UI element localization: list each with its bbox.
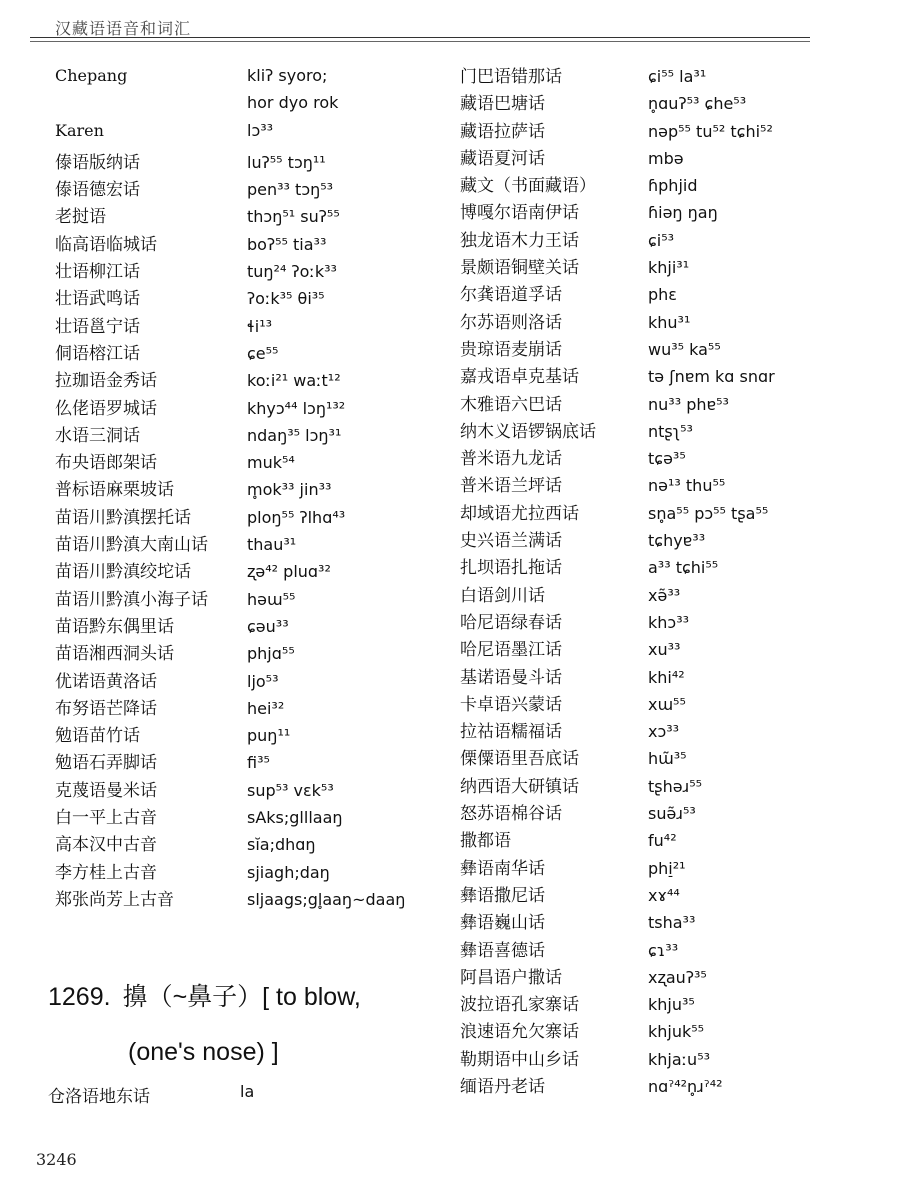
lexicon-row [55, 230, 415, 257]
lexicon-row [460, 117, 890, 144]
word-form: phjɑ⁵⁵ [247, 644, 295, 664]
language-name: 彝语巍山话 [460, 913, 545, 934]
word-form: hɯ̃³⁵ [648, 749, 687, 769]
lexicon-row [55, 530, 415, 557]
language-name: 木雅语六巴话 [460, 394, 562, 415]
lexicon-row [55, 148, 415, 175]
lexicon-row [460, 144, 890, 171]
word-form: ɕe⁵⁵ [247, 343, 279, 363]
word-form: khyɔ⁴⁴ lɔŋ¹³² [247, 398, 346, 418]
entry-first-form: la [240, 1082, 255, 1101]
lexicon-row [55, 748, 415, 775]
word-form: boʔ⁵⁵ tia³³ [247, 234, 327, 254]
language-name: 侗语榕江话 [55, 343, 140, 364]
word-form: kliʔ syoro; [247, 66, 328, 85]
entry-headword: 擤（~鼻子）[ to blow, [122, 983, 361, 1011]
language-name: 普米语九龙话 [460, 449, 562, 470]
language-name: 苗语川黔滇小海子话 [55, 589, 208, 610]
entry-first-lang: 仓洛语地东话 [48, 1087, 150, 1107]
language-name: 优诺语黄洛话 [55, 671, 157, 692]
language-name: 嘉戎语卓克基话 [460, 367, 579, 388]
word-form: tɕə³⁵ [648, 449, 686, 469]
word-form: m̥ok³³ jin³³ [247, 480, 332, 500]
lexicon-row [460, 826, 890, 853]
lexicon-row [55, 121, 415, 148]
lexicon-row [460, 717, 890, 744]
language-name: 苗语川黔滇绞坨话 [55, 562, 191, 583]
lexicon-row [55, 339, 415, 366]
lexicon-row [460, 253, 890, 280]
lexicon-row [55, 667, 415, 694]
lexicon-row [55, 503, 415, 530]
language-name: 哈尼语绿春话 [460, 612, 562, 633]
language-name: 卡卓语兴蒙话 [460, 694, 562, 715]
language-name: 勉语苗竹话 [55, 726, 140, 747]
word-form: nə¹³ thu⁵⁵ [648, 476, 726, 496]
language-name: 哈尼语墨江话 [460, 640, 562, 661]
language-name: 独龙语木力王话 [460, 230, 579, 251]
language-name: 李方桂上古音 [55, 862, 157, 883]
language-name: 普米语兰坪话 [460, 476, 562, 497]
word-form: xɯ⁵⁵ [648, 694, 686, 714]
lexicon-row [460, 417, 890, 444]
lexicon-row [460, 1045, 890, 1072]
word-form: sn̥a⁵⁵ pɔ⁵⁵ tʂa⁵⁵ [648, 503, 769, 523]
language-name: 纳西语大研镇话 [460, 776, 579, 797]
lexicon-row [55, 885, 415, 912]
word-form: thau³¹ [247, 535, 297, 555]
word-form: ɕɿ³³ [648, 940, 679, 960]
language-name: 临高语临城话 [55, 234, 157, 255]
language-name: 尔龚语道孚话 [460, 285, 562, 306]
word-form: fu⁴² [648, 831, 677, 851]
lexicon-row [460, 308, 890, 335]
lexicon-row [460, 908, 890, 935]
language-name: 藏语夏河话 [460, 148, 545, 169]
language-name: 波拉语孔家寨话 [460, 995, 579, 1016]
language-name: 扎坝语扎拖话 [460, 558, 562, 579]
word-form: ɬi¹³ [247, 316, 273, 336]
lexicon-row [460, 799, 890, 826]
word-form: sjiagh;daŋ [247, 862, 330, 882]
language-name: 苗语川黔滇摆托话 [55, 507, 191, 528]
word-form: khju³⁵ [648, 995, 695, 1015]
word-form: tʂhəɹ⁵⁵ [648, 776, 703, 796]
language-name: 勉语石弄脚话 [55, 753, 157, 774]
lexicon-row [55, 776, 415, 803]
page-number: 3246 [36, 1150, 77, 1169]
word-form: fi³⁵ [247, 753, 270, 773]
language-name: 普标语麻栗坡话 [55, 480, 174, 501]
language-name: 勒期语中山乡话 [460, 1049, 579, 1070]
lexicon-row [55, 394, 415, 421]
lexicon-row [55, 639, 415, 666]
word-form: sĭa;dhɑŋ [247, 835, 316, 855]
lexicon-row [55, 312, 415, 339]
word-form: khɔ³³ [648, 612, 690, 632]
lexicon-row [460, 499, 890, 526]
word-form: xɔ³³ [648, 722, 680, 742]
word-form: nu³³ phɐ⁵³ [648, 394, 729, 414]
entry-first-row [48, 1082, 254, 1107]
lexicon-row [460, 526, 890, 553]
word-form: koːi²¹ waːt¹² [247, 371, 341, 391]
word-form: ntʂʅ⁵³ [648, 421, 693, 441]
language-name: 高本汉中古音 [55, 835, 157, 856]
language-name: 基诺语曼斗话 [460, 667, 562, 688]
lexicon-row [55, 557, 415, 584]
lexicon-row [55, 284, 415, 311]
word-form: khu³¹ [648, 312, 691, 332]
language-name: 缅语丹老话 [460, 1076, 545, 1097]
language-name: 景颇语铜壁关话 [460, 258, 579, 279]
language-name: 傣语版纳话 [55, 152, 140, 173]
lexicon-row [55, 421, 415, 448]
word-form: pen³³ tɔŋ⁵³ [247, 180, 334, 200]
lexicon-row [460, 881, 890, 908]
word-form: hei³² [247, 698, 285, 718]
word-form: mbə [648, 148, 684, 168]
lexicon-row [460, 444, 890, 471]
word-form: nəp⁵⁵ tu⁵² tɕhi⁵² [648, 121, 773, 141]
language-name: 浪速语允欠寨话 [460, 1022, 579, 1043]
language-name: 傣语德宏话 [55, 180, 140, 201]
word-form: thɔŋ⁵¹ suʔ⁵⁵ [247, 207, 340, 227]
lexicon-row [55, 830, 415, 857]
lexicon-row [460, 390, 890, 417]
lexicon-row [460, 663, 890, 690]
word-form: xɤ⁴⁴ [648, 885, 680, 905]
word-form: sljaags;gl̥aaŋ~daaŋ [247, 889, 406, 909]
lexicon-row [460, 963, 890, 990]
lexicon-row [460, 171, 890, 198]
lexicon-row [55, 257, 415, 284]
language-name: 贵琼语麦崩话 [460, 339, 562, 360]
lexicon-row [460, 744, 890, 771]
word-form: tsha³³ [648, 913, 696, 933]
word-form: sup⁵³ vɛk⁵³ [247, 780, 334, 800]
word-form: ɦiəŋ ŋaŋ [648, 203, 718, 223]
word-form: ljo⁵³ [247, 671, 279, 691]
word-form: wu³⁵ ka⁵⁵ [648, 339, 721, 359]
lexicon-row [460, 608, 890, 635]
word-form: lɔ³³ [247, 120, 274, 140]
language-name: 纳木义语锣锅底话 [460, 421, 596, 442]
word-form: xʐauʔ³⁵ [648, 967, 707, 987]
word-form: phi̠²¹ [648, 858, 686, 878]
language-name: 壮语武鸣话 [55, 289, 140, 310]
word-form: ɕi⁵³ [648, 230, 675, 250]
word-form: muk⁵⁴ [247, 453, 295, 473]
language-name: 却域语尤拉西话 [460, 503, 579, 524]
lexicon-row [55, 612, 415, 639]
right-column [460, 62, 890, 1099]
word-form: ploŋ⁵⁵ ʔlhɑ⁴³ [247, 507, 346, 527]
language-name: Karen [55, 120, 104, 140]
language-name: 克蔑语曼米话 [55, 780, 157, 801]
word-form: luʔ⁵⁵ tɔŋ¹¹ [247, 152, 326, 172]
lexicon-row [460, 635, 890, 662]
language-name: 苗语湘西洞头话 [55, 644, 174, 665]
word-form: ʔoːk³⁵ θi³⁵ [247, 289, 325, 309]
language-name: 白语剑川话 [460, 585, 545, 606]
word-form: khjaːu⁵³ [648, 1049, 711, 1069]
word-form: n̥ɑuʔ⁵³ ɕhe⁵³ [648, 94, 747, 114]
lexicon-row [460, 772, 890, 799]
word-form: khji³¹ [648, 258, 690, 278]
word-form: hor dyo rok [247, 93, 339, 113]
language-name: 苗语黔东偶里话 [55, 616, 174, 637]
entry-gloss-continuation: (one's nose) ] [128, 1038, 279, 1066]
lexicon-row [55, 175, 415, 202]
lexicon-row [55, 448, 415, 475]
word-form: puŋ¹¹ [247, 726, 291, 746]
language-name: 拉祜语糯福话 [460, 722, 562, 743]
lexicon-row [55, 475, 415, 502]
lexicon-row [460, 854, 890, 881]
language-name: 藏文（书面藏语） [460, 176, 596, 197]
language-name: 阿昌语户撒话 [460, 967, 562, 988]
running-header: 汉藏语语音和词汇 [55, 19, 192, 38]
left-column [55, 66, 415, 912]
language-name: 仫佬语罗城话 [55, 398, 157, 419]
word-form: tə ʃnɐm kɑ snɑr [648, 367, 775, 387]
lexicon-row [460, 690, 890, 717]
language-name: 门巴语错那话 [460, 67, 562, 87]
language-name: 史兴语兰满话 [460, 531, 562, 552]
word-form: khjuk⁵⁵ [648, 1022, 705, 1042]
language-name: 怒苏语棉谷话 [460, 804, 562, 825]
language-name: 老挝语 [55, 207, 106, 228]
lexicon-row [55, 585, 415, 612]
lexicon-row [460, 335, 890, 362]
lexicon-row [460, 198, 890, 225]
lexicon-row [460, 89, 890, 116]
lexicon-row [460, 362, 890, 389]
word-form: tɕhyɐ³³ [648, 531, 706, 551]
language-name: 壮语柳江话 [55, 262, 140, 283]
language-name: Chepang [55, 66, 128, 85]
lexicon-row [460, 226, 890, 253]
word-form: xu³³ [648, 640, 681, 660]
lexicon-row [460, 936, 890, 963]
word-form: a³³ tɕhi⁵⁵ [648, 558, 719, 578]
lexicon-row [460, 581, 890, 608]
lexicon-row [55, 721, 415, 748]
word-form: ɕi⁵⁵ la³¹ [648, 67, 707, 86]
entry-number: 1269. [48, 983, 111, 1011]
word-form: sAks;glllaaŋ [247, 808, 343, 828]
language-name: 彝语喜德话 [460, 940, 545, 961]
lexicon-row [460, 471, 890, 498]
lexicon-row [460, 990, 890, 1017]
language-name: 白一平上古音 [55, 808, 157, 829]
word-form: ɕəu³³ [247, 616, 289, 636]
language-name: 傈僳语里吾底话 [460, 749, 579, 770]
header-rule-thin [30, 41, 810, 42]
lexicon-row [460, 62, 890, 89]
lexicon-row [55, 366, 415, 393]
lexicon-row [460, 1017, 890, 1044]
lexicon-row [55, 66, 415, 93]
language-name: 彝语南华话 [460, 858, 545, 879]
lexicon-row [460, 553, 890, 580]
language-name: 彝语撒尼话 [460, 885, 545, 906]
lexicon-row [460, 280, 890, 307]
language-name: 苗语川黔滇大南山话 [55, 535, 208, 556]
lexicon-row [55, 93, 415, 120]
language-name: 布努语芒降话 [55, 698, 157, 719]
word-form: həɯ⁵⁵ [247, 589, 296, 609]
language-name: 藏语巴塘话 [460, 94, 545, 115]
language-name: 尔苏语则洛话 [460, 312, 562, 333]
word-form: tuŋ²⁴ ʔoːk³³ [247, 262, 337, 282]
word-form: xə̃³³ [648, 585, 681, 605]
word-form: ʐə⁴² pluɑ³² [247, 562, 331, 582]
language-name: 水语三洞话 [55, 425, 140, 446]
word-form: suə̃ɹ⁵³ [648, 804, 696, 824]
lexicon-row [55, 858, 415, 885]
entry-heading [48, 982, 448, 1012]
language-name: 郑张尚芳上古音 [55, 889, 174, 910]
language-name: 布央语郎架话 [55, 453, 157, 474]
language-name: 壮语邕宁话 [55, 316, 140, 337]
language-name: 藏语拉萨话 [460, 121, 545, 142]
lexicon-row [55, 202, 415, 229]
lexicon-row [55, 803, 415, 830]
lexicon-row [460, 1072, 890, 1099]
word-form: khi⁴² [648, 667, 685, 687]
word-form: ɦphjid [648, 176, 698, 196]
lexicon-row [55, 694, 415, 721]
language-name: 撒都语 [460, 831, 511, 852]
word-form: ndaŋ³⁵ lɔŋ³¹ [247, 425, 342, 445]
word-form: nɑˀ⁴²n̥ɹˀ⁴² [648, 1076, 723, 1096]
language-name: 拉珈语金秀话 [55, 371, 157, 392]
language-name: 博嘎尔语南伊话 [460, 203, 579, 224]
word-form: phɛ [648, 285, 677, 305]
header-rule [30, 37, 810, 38]
